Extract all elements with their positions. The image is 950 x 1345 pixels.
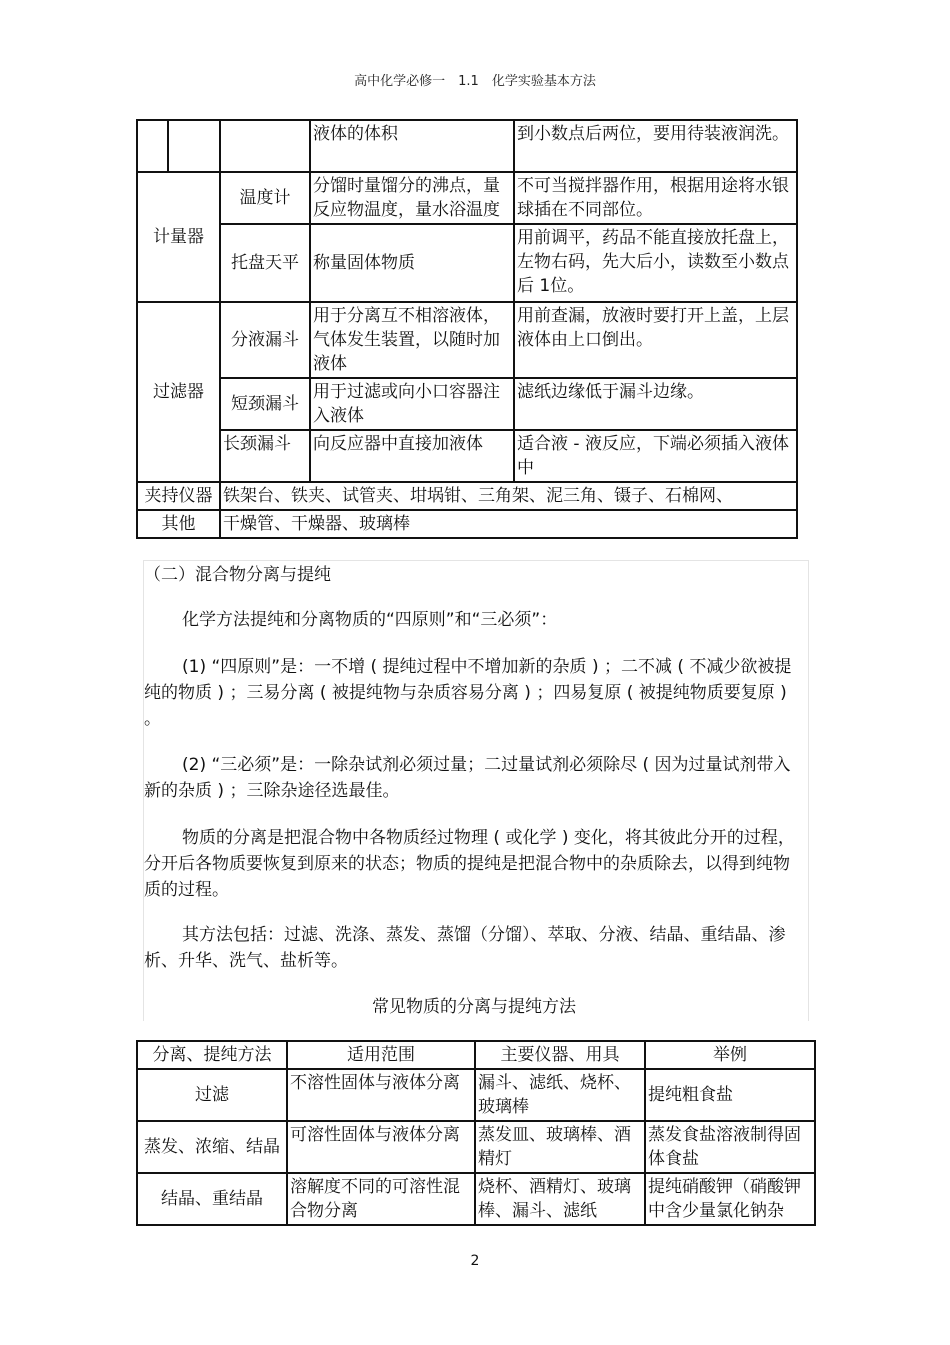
paragraph: 物质的分离是把混合物中各物质经过物理 ( 或化学 ) 变化，将其彼此分开的过程，分开后各物质要恢复到原来的状态；物质的提纯是把混合物中的杂质除去，以得到纯物质的过程。 [144,828,795,900]
instrument-name: 短颈漏斗 [220,378,310,430]
table-row [137,510,797,538]
equipment-cell: 烧杯、酒精灯、玻璃棒、漏斗、滤纸 [475,1173,645,1225]
column-header: 适用范围 [287,1041,475,1069]
note-cell: 用前调平，药品不能直接放托盘上，左物右码，先大后小，读数至小数点后 1位。 [514,224,797,302]
table-header-row [137,1041,815,1069]
section-heading: （二）混合物分离与提纯 [144,565,331,585]
method-cell: 过滤 [137,1069,287,1121]
example-cell: 提纯粗食盐 [645,1069,815,1121]
method-cell: 蒸发、浓缩、结晶 [137,1121,287,1173]
page-number: 2 [470,1253,480,1269]
category-cell: 夹持仪器 [137,482,220,510]
table-row [137,302,797,378]
instrument-name: 分液漏斗 [220,302,310,378]
separation-methods-table [136,1040,816,1226]
paragraph: 化学方法提纯和分离物质的“四原则”和“三必须”： [182,610,558,630]
use-cell: 称量固体物质 [310,224,514,302]
table-row [137,482,797,510]
scope-cell: 可溶性固体与液体分离 [287,1121,475,1173]
instrument-name: 托盘天平 [220,224,310,302]
category-cell: 其他 [137,510,220,538]
table-row [137,378,797,430]
note-cell: 用前查漏，放液时要打开上盖，上层液体由上口倒出。 [514,302,797,378]
page-header: 高中化学必修一 1.1 化学实验基本方法 [354,74,596,89]
table-cell [168,120,220,172]
table-row [137,172,797,224]
table-row [137,430,797,482]
use-cell: 用于过滤或向小口容器注入液体 [310,378,514,430]
use-cell: 液体的体积 [310,120,514,172]
value-cell: 铁架台、铁夹、试管夹、坩埚钳、三角架、泥三角、镊子、石棉网、 [220,482,797,510]
equipment-cell: 蒸发皿、玻璃棒、酒精灯 [475,1121,645,1173]
scope-cell: 溶解度不同的可溶性混合物分离 [287,1173,475,1225]
column-header: 举例 [645,1041,815,1069]
column-header: 主要仪器、用具 [475,1041,645,1069]
table-row [137,1173,815,1225]
example-cell: 蒸发食盐溶液制得固体食盐 [645,1121,815,1173]
table-row [137,1069,815,1121]
column-header: 分离、提纯方法 [137,1041,287,1069]
note-cell: 到小数点后两位，要用待装液润洗。 [514,120,797,172]
paragraph: 其方法包括：过滤、洗涤、蒸发、蒸馏（分馏）、萃取、分液、结晶、重结晶、渗析、升华、洗气、盐析等。 [144,925,786,971]
instrument-name: 长颈漏斗 [220,430,310,482]
use-cell: 向反应器中直接加液体 [310,430,514,482]
table-row [137,120,797,172]
equipment-cell: 漏斗、滤纸、烧杯、玻璃棒 [475,1069,645,1121]
table-title: 常见物质的分离与提纯方法 [372,997,576,1017]
value-cell: 干燥管、干燥器、玻璃棒 [220,510,797,538]
instrument-table [136,119,798,539]
note-cell: 适合液 - 液反应，下端必须插入液体中 [514,430,797,482]
paragraph: (1) “四原则”是：一不增 ( 提纯过程中不增加新的杂质 ) ；二不减 ( 不减少欲被提纯的物质 ) ；三易分离 ( 被提纯物与杂质容易分离 ) ；四易复原 ( 被提纯物质要复原 ) 。 [144,657,792,729]
table-row [137,224,797,302]
note-cell: 不可当搅拌器作用，根据用途将水银球插在不同部位。 [514,172,797,224]
use-cell: 用于分离互不相溶液体，气体发生装置，以随时加液体 [310,302,514,378]
category-cell: 过滤器 [137,302,220,482]
table-cell [137,120,168,172]
instrument-name: 温度计 [220,172,310,224]
note-cell: 滤纸边缘低于漏斗边缘。 [514,378,797,430]
table-cell [220,120,310,172]
use-cell: 分馏时量馏分的沸点，量反应物温度，量水浴温度 [310,172,514,224]
table-row [137,1121,815,1173]
scope-cell: 不溶性固体与液体分离 [287,1069,475,1121]
example-cell: 提纯硝酸钾（硝酸钾中含少量氯化钠杂 [645,1173,815,1225]
method-cell: 结晶、重结晶 [137,1173,287,1225]
category-cell: 计量器 [137,172,220,302]
paragraph: (2) “三必须”是：一除杂试剂必须过量；二过量试剂必须除尽 ( 因为过量试剂带入新的杂质 ) ；三除杂途径选最佳。 [144,755,791,801]
